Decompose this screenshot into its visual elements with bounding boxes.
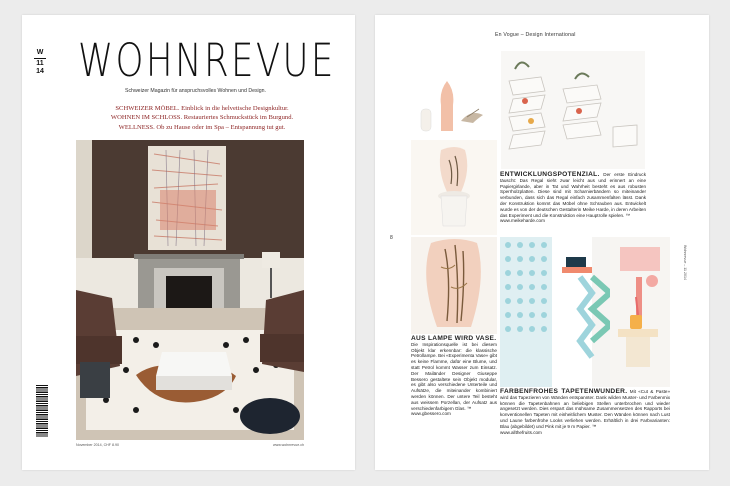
issue-year: 14 xyxy=(36,68,44,75)
issue-letter: W xyxy=(36,49,44,56)
image-vases-small xyxy=(411,51,497,137)
image-lamp-vase-large xyxy=(411,237,497,334)
article-lamp-vase xyxy=(411,336,497,417)
headline: SCHWEIZER MÖBEL. Einblick in die helvetische Designkultur. xyxy=(115,105,289,112)
image-lamp-vase-white xyxy=(411,140,497,235)
article-title: FARBENFROHES TAPETENWUNDER. xyxy=(500,388,628,395)
image-folding-shelf xyxy=(501,51,645,169)
vases-illustration xyxy=(411,51,497,137)
vertical-folio: Wohnrevue – 11 2014 xyxy=(683,245,687,281)
masthead: WOHNREVUE xyxy=(78,34,336,87)
article-title: ENTWICKLUNGSPOTENZIAL. xyxy=(500,171,600,178)
wallpaper-illustration xyxy=(500,237,670,387)
issue-date-price: November 2014, CHF 8.90 xyxy=(76,443,119,447)
magazine-cover xyxy=(22,15,355,470)
article-url: www.gbessero.com xyxy=(411,411,451,417)
article-title: AUS LAMPE WIRD VASE. xyxy=(411,335,497,342)
cover-photo-living-room xyxy=(76,140,304,440)
page-number: 8 xyxy=(390,235,393,241)
article-url: www.allthefruits.com xyxy=(500,429,542,435)
article-shelf xyxy=(500,172,646,224)
magazine-spread-page xyxy=(375,15,709,470)
lamp-vase-illustration xyxy=(411,140,497,235)
lamp-vase-large-illustration xyxy=(411,237,497,334)
section-title: En Vogue – Design International xyxy=(495,32,576,38)
issue-label xyxy=(34,49,46,76)
website-url: www.wohnrevue.ch xyxy=(273,443,304,447)
shelf-illustration xyxy=(501,51,645,169)
headline: WOHNEN IM SCHLOSS. Restauriertes Schmuckstück im Burgund. xyxy=(110,114,294,122)
issue-month: 11 xyxy=(36,60,44,67)
headline: WELLNESS. Ob zu Hause oder im Spa – Entspannung tut gut. xyxy=(118,123,286,131)
living-room-illustration xyxy=(76,140,304,440)
image-wallpaper-room xyxy=(500,237,670,387)
article-body: Mit «Cut & Paste» wird das Tapezieren von Wänden entspannter. Dank wilden Muster- und Farbenmix können die Tapetenbahnen an beliebigen Stellen unterbrochen und wieder angesetzt werden. Dies erspart das mühsame Zusammensetzen des Rapports bei konventionellen Tapeten mit einheitlichem Muster. Den Wänden können nach Lust und Laune farbenfrohe Looks verliehen werden. Erhältlich in drei Farbvarianten: Blau (abgebildet) und Pink mit je 9 m Papier. ™ xyxy=(500,389,670,429)
barcode xyxy=(36,385,48,437)
cover-headlines xyxy=(62,104,342,132)
cover-footer xyxy=(76,443,304,447)
article-body: Die Inspirationsquelle ist bei diesem Objekt klar erkennbar: die klassische Petrollampe. Bei «Experimenta Vase» gibt es keine Flamme, dafür eine Blume, und statt Petrol kommt Wasser zum Einsatz. Der Mailänder Designer Giuseppe Bessero gestaltete sein Objekt modular, es gibt also verschiedene Unterteile und Aufsätze, die miteinander kombiniert werden können. Der untere Teil besteht aus weissem Porzellan, der Aufsatz aus verschiedenfarbigem Glas. ™ xyxy=(411,341,497,411)
tagline: Schweizer Magazin für anspruchsvolles Wohnen und Design. xyxy=(125,88,266,94)
article-url: www.meikeharde.com xyxy=(500,218,545,224)
article-wallpaper xyxy=(500,389,670,435)
article-body: Der erste Eindruck täuscht: Das Regal sieht zwar leicht aus und erinnert an eine Papiergirlande, aber in Tat und Wahrheit besteht es aus robusten Sperrholzplatten. Diese sind mit Scharnierbändern so miteinander verbunden, dass sich das Regal einfach zusammenfalten lässt. Dank der Konstruktion kommt das Möbel ohne Schrauben aus. Entwickelt wurde es von der deutschen Gestalterin Meike Harde, in deren Arbeiten das Experiment und die Konstruktion eine Hauptrolle spielen. ™ xyxy=(500,172,646,218)
